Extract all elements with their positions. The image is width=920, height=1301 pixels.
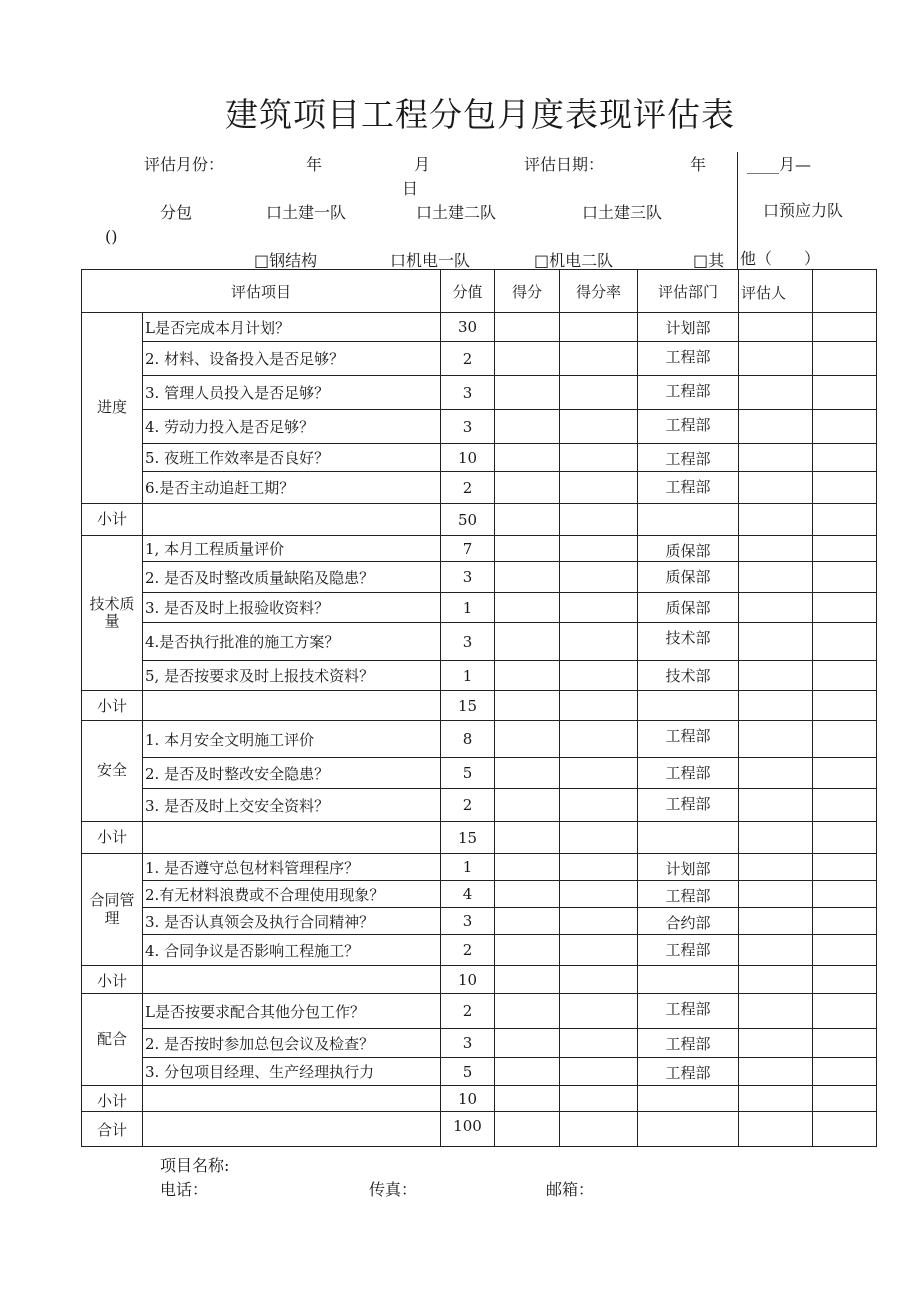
evaluator-cell[interactable] xyxy=(739,721,813,758)
item-label: 2. 材料、设备投入是否足够？ xyxy=(143,342,441,376)
email-label: 邮箱： xyxy=(546,1180,595,1199)
subtotal-dept xyxy=(638,966,739,994)
extra-cell[interactable] xyxy=(813,935,877,966)
score-rate-cell[interactable] xyxy=(560,935,638,966)
header-divider xyxy=(737,152,738,270)
item-dept: 工程部 xyxy=(638,410,739,444)
team-label: 分包 xyxy=(160,203,193,222)
subtotal-earned[interactable] xyxy=(495,1086,560,1112)
total-evaluator[interactable] xyxy=(739,1112,813,1147)
table-row xyxy=(82,562,877,593)
subtotal-earned[interactable] xyxy=(495,504,560,536)
evaluator-cell[interactable] xyxy=(739,593,813,623)
item-dept: 工程部 xyxy=(638,881,739,908)
table-row xyxy=(82,881,877,908)
item-score: 2 xyxy=(441,994,495,1029)
evaluator-cell[interactable] xyxy=(739,313,813,342)
evaluator-cell[interactable] xyxy=(739,1029,813,1058)
score-rate-cell[interactable] xyxy=(560,444,638,472)
subtotal-extra[interactable] xyxy=(813,504,877,536)
evaluation-table xyxy=(81,269,877,1147)
total-extra[interactable] xyxy=(813,1112,877,1147)
evaluator-cell[interactable] xyxy=(739,994,813,1029)
earned-score-cell[interactable] xyxy=(495,994,560,1029)
item-dept: 工程部 xyxy=(638,342,739,376)
item-label: L是否完成本月计划？ xyxy=(143,313,441,342)
item-score: 3 xyxy=(441,562,495,593)
subtotal-earned[interactable] xyxy=(495,822,560,854)
item-dept: 工程部 xyxy=(638,758,739,789)
subtotal-rate[interactable] xyxy=(560,504,638,536)
item-dept: 工程部 xyxy=(638,472,739,504)
team-checkbox-8[interactable]: □其 xyxy=(693,251,725,270)
table-row xyxy=(82,313,877,342)
item-label: 2. 是否及时整改安全隐患？ xyxy=(143,758,441,789)
earned-score-cell[interactable] xyxy=(495,789,560,822)
item-label: 4.是否执行批准的施工方案？ xyxy=(143,623,441,661)
evaluator-cell[interactable] xyxy=(739,562,813,593)
year-char: 年 xyxy=(306,155,323,174)
table-row xyxy=(82,789,877,822)
subtotal-score: 50 xyxy=(441,504,495,536)
item-score: 5 xyxy=(441,1058,495,1086)
evaluator-cell[interactable] xyxy=(739,342,813,376)
subtotal-extra[interactable] xyxy=(813,966,877,994)
team-checkbox-2[interactable]: 口土建二队 xyxy=(416,203,497,222)
total-score: 100 xyxy=(441,1112,495,1147)
subtotal-score: 15 xyxy=(441,691,495,721)
subtotal-dept xyxy=(638,822,739,854)
project-name-label: 项目名称: xyxy=(160,1156,230,1175)
item-dept: 质保部 xyxy=(638,562,739,593)
score-rate-cell[interactable] xyxy=(560,721,638,758)
table-row xyxy=(82,854,877,881)
score-rate-cell[interactable] xyxy=(560,881,638,908)
earned-score-cell[interactable] xyxy=(495,376,560,410)
subtotal-label: 小计 xyxy=(82,504,143,536)
score-rate-cell[interactable] xyxy=(560,410,638,444)
table-header-row xyxy=(82,270,877,313)
item-score: 1 xyxy=(441,661,495,691)
extra-cell[interactable] xyxy=(813,562,877,593)
earned-score-cell[interactable] xyxy=(495,908,560,935)
evaluator-cell[interactable] xyxy=(739,854,813,881)
item-score: 8 xyxy=(441,721,495,758)
score-rate-cell[interactable] xyxy=(560,562,638,593)
extra-cell[interactable] xyxy=(813,536,877,562)
subtotal-label: 小计 xyxy=(82,1086,143,1112)
subtotal-blank xyxy=(143,822,441,854)
evaluator-cell[interactable] xyxy=(739,1058,813,1086)
category-cell: 合同管理 xyxy=(82,854,143,966)
subtotal-row xyxy=(82,504,877,536)
subtotal-row xyxy=(82,822,877,854)
subtotal-rate[interactable] xyxy=(560,1086,638,1112)
score-rate-cell[interactable] xyxy=(560,376,638,410)
subtotal-blank xyxy=(143,966,441,994)
item-score: 7 xyxy=(441,536,495,562)
earned-score-cell[interactable] xyxy=(495,562,560,593)
subtotal-evaluator[interactable] xyxy=(739,1086,813,1112)
extra-cell[interactable] xyxy=(813,472,877,504)
category-cell: 技术质量 xyxy=(82,536,143,691)
table-row xyxy=(82,935,877,966)
total-earned[interactable] xyxy=(495,1112,560,1147)
subtotal-dept xyxy=(638,504,739,536)
item-score: 2 xyxy=(441,472,495,504)
subtotal-label: 小计 xyxy=(82,822,143,854)
item-dept: 工程部 xyxy=(638,994,739,1029)
earned-score-cell[interactable] xyxy=(495,1058,560,1086)
subtotal-blank xyxy=(143,1086,441,1112)
score-rate-cell[interactable] xyxy=(560,342,638,376)
subtotal-score: 10 xyxy=(441,1086,495,1112)
subtotal-evaluator[interactable] xyxy=(739,966,813,994)
item-score: 30 xyxy=(441,313,495,342)
subtotal-evaluator[interactable] xyxy=(739,504,813,536)
item-score: 10 xyxy=(441,444,495,472)
table-row xyxy=(82,536,877,562)
earned-score-cell[interactable] xyxy=(495,721,560,758)
evaluator-cell[interactable] xyxy=(739,758,813,789)
score-rate-cell[interactable] xyxy=(560,472,638,504)
extra-cell[interactable] xyxy=(813,661,877,691)
item-dept: 合约部 xyxy=(638,908,739,935)
evaluator-cell[interactable] xyxy=(739,908,813,935)
earned-score-cell[interactable] xyxy=(495,935,560,966)
item-dept: 技术部 xyxy=(638,623,739,661)
earned-score-cell[interactable] xyxy=(495,410,560,444)
extra-cell[interactable] xyxy=(813,994,877,1029)
extra-cell[interactable] xyxy=(813,1029,877,1058)
item-label: 1. 是否遵守总包材料管理程序？ xyxy=(143,854,441,881)
score-rate-cell[interactable] xyxy=(560,536,638,562)
subtotal-label: 小计 xyxy=(82,966,143,994)
subtotal-row xyxy=(82,966,877,994)
subtotal-score: 10 xyxy=(441,966,495,994)
earned-score-cell[interactable] xyxy=(495,342,560,376)
subtotal-blank xyxy=(143,691,441,721)
item-dept: 计划部 xyxy=(638,313,739,342)
eval-date-label: 评估日期： xyxy=(524,155,605,174)
col-header-dept: 评估部门 xyxy=(638,270,739,313)
subtotal-dept xyxy=(638,691,739,721)
item-label: 1, 本月工程质量评价 xyxy=(143,536,441,562)
item-dept: 计划部 xyxy=(638,854,739,881)
table-row xyxy=(82,593,877,623)
item-label: 5. 夜班工作效率是否良好？ xyxy=(143,444,441,472)
item-dept: 工程部 xyxy=(638,935,739,966)
score-rate-cell[interactable] xyxy=(560,994,638,1029)
earned-score-cell[interactable] xyxy=(495,623,560,661)
other-team-field[interactable]: 他（ ） xyxy=(740,249,821,268)
subtotal-rate[interactable] xyxy=(560,966,638,994)
subtotal-blank xyxy=(143,504,441,536)
subtotal-earned[interactable] xyxy=(495,966,560,994)
extra-cell[interactable] xyxy=(813,758,877,789)
earned-score-cell[interactable] xyxy=(495,472,560,504)
item-score: 3 xyxy=(441,908,495,935)
team-paren: () xyxy=(105,227,118,246)
earned-score-cell[interactable] xyxy=(495,661,560,691)
col-header-earned: 得分 xyxy=(495,270,560,313)
item-label: 2. 是否按时参加总包会议及检查？ xyxy=(143,1029,441,1058)
table-row xyxy=(82,376,877,410)
table-row xyxy=(82,721,877,758)
total-dept xyxy=(638,1112,739,1147)
total-label: 合计 xyxy=(82,1112,143,1147)
team-checkbox-7[interactable]: □机电二队 xyxy=(534,251,614,270)
evaluator-cell[interactable] xyxy=(739,410,813,444)
table-row xyxy=(82,1029,877,1058)
item-label: L是否按要求配合其他分包工作？ xyxy=(143,994,441,1029)
team-checkbox-6[interactable]: 口机电一队 xyxy=(390,251,471,270)
item-label: 6.是否主动追赶工期？ xyxy=(143,472,441,504)
evaluator-cell[interactable] xyxy=(739,536,813,562)
extra-cell[interactable] xyxy=(813,908,877,935)
earned-score-cell[interactable] xyxy=(495,881,560,908)
subtotal-extra[interactable] xyxy=(813,1086,877,1112)
extra-cell[interactable] xyxy=(813,881,877,908)
item-label: 1. 本月安全文明施工评价 xyxy=(143,721,441,758)
item-score: 1 xyxy=(441,593,495,623)
extra-cell[interactable] xyxy=(813,721,877,758)
item-dept: 质保部 xyxy=(638,536,739,562)
item-score: 3 xyxy=(441,376,495,410)
evaluator-cell[interactable] xyxy=(739,623,813,661)
subtotal-score: 15 xyxy=(441,822,495,854)
earned-score-cell[interactable] xyxy=(495,854,560,881)
earned-score-cell[interactable] xyxy=(495,536,560,562)
item-score: 1 xyxy=(441,854,495,881)
extra-cell[interactable] xyxy=(813,623,877,661)
table-row xyxy=(82,623,877,661)
extra-cell[interactable] xyxy=(813,1058,877,1086)
total-rate[interactable] xyxy=(560,1112,638,1147)
item-score: 4 xyxy=(441,881,495,908)
extra-cell[interactable] xyxy=(813,410,877,444)
form-title: 建筑项目工程分包月度表现评估表 xyxy=(225,95,735,134)
subtotal-rate[interactable] xyxy=(560,822,638,854)
subtotal-evaluator[interactable] xyxy=(739,822,813,854)
table-body xyxy=(82,270,877,1147)
extra-cell[interactable] xyxy=(813,854,877,881)
total-blank xyxy=(143,1112,441,1147)
table-row xyxy=(82,994,877,1029)
item-dept: 工程部 xyxy=(638,444,739,472)
extra-cell[interactable] xyxy=(813,313,877,342)
item-dept: 工程部 xyxy=(638,1029,739,1058)
team-checkbox-5[interactable]: □钢结构 xyxy=(254,251,318,270)
subtotal-earned[interactable] xyxy=(495,691,560,721)
evaluator-cell[interactable] xyxy=(739,472,813,504)
item-label: 5, 是否按要求及时上报技术资料？ xyxy=(143,661,441,691)
subtotal-row xyxy=(82,691,877,721)
score-rate-cell[interactable] xyxy=(560,1029,638,1058)
subtotal-rate[interactable] xyxy=(560,691,638,721)
table-row xyxy=(82,444,877,472)
item-label: 2.有无材料浪费或不合理使用现象？ xyxy=(143,881,441,908)
team-checkbox-4[interactable]: 口预应力队 xyxy=(763,201,844,220)
score-rate-cell[interactable] xyxy=(560,313,638,342)
total-row xyxy=(82,1112,877,1147)
item-label: 2. 是否及时整改质量缺陷及隐患？ xyxy=(143,562,441,593)
extra-cell[interactable] xyxy=(813,444,877,472)
earned-score-cell[interactable] xyxy=(495,1029,560,1058)
subtotal-row xyxy=(82,1086,877,1112)
evaluator-cell[interactable] xyxy=(739,444,813,472)
col-header-score: 分值 xyxy=(441,270,495,313)
table-row xyxy=(82,908,877,935)
score-rate-cell[interactable] xyxy=(560,661,638,691)
category-cell: 安全 xyxy=(82,721,143,822)
score-rate-cell[interactable] xyxy=(560,789,638,822)
fax-label: 传真： xyxy=(369,1180,418,1199)
item-score: 2 xyxy=(441,342,495,376)
item-score: 3 xyxy=(441,1029,495,1058)
score-rate-cell[interactable] xyxy=(560,854,638,881)
table-row xyxy=(82,758,877,789)
earned-score-cell[interactable] xyxy=(495,593,560,623)
col-header-extra xyxy=(813,270,877,313)
date-month-char: ____月— xyxy=(747,155,812,174)
earned-score-cell[interactable] xyxy=(495,313,560,342)
table-row xyxy=(82,1058,877,1086)
item-dept: 工程部 xyxy=(638,721,739,758)
table-row xyxy=(82,410,877,444)
item-score: 3 xyxy=(441,410,495,444)
extra-cell[interactable] xyxy=(813,376,877,410)
evaluator-cell[interactable] xyxy=(739,789,813,822)
item-score: 2 xyxy=(441,935,495,966)
item-score: 5 xyxy=(441,758,495,789)
team-checkbox-1[interactable]: 口土建一队 xyxy=(266,203,347,222)
extra-cell[interactable] xyxy=(813,789,877,822)
item-label: 4. 合同争议是否影响工程施工？ xyxy=(143,935,441,966)
subtotal-dept xyxy=(638,1086,739,1112)
item-dept: 工程部 xyxy=(638,789,739,822)
score-rate-cell[interactable] xyxy=(560,758,638,789)
item-dept: 工程部 xyxy=(638,1058,739,1086)
table-row xyxy=(82,661,877,691)
item-label: 3. 管理人员投入是否足够？ xyxy=(143,376,441,410)
subtotal-label: 小计 xyxy=(82,691,143,721)
item-label: 3. 是否及时上报验收资料？ xyxy=(143,593,441,623)
item-dept: 工程部 xyxy=(638,376,739,410)
score-rate-cell[interactable] xyxy=(560,1058,638,1086)
earned-score-cell[interactable] xyxy=(495,758,560,789)
table-row xyxy=(82,472,877,504)
item-label: 3. 分包项目经理、生产经理执行力 xyxy=(143,1058,441,1086)
score-rate-cell[interactable] xyxy=(560,593,638,623)
item-score: 3 xyxy=(441,623,495,661)
table-row xyxy=(82,342,877,376)
evaluator-cell[interactable] xyxy=(739,661,813,691)
item-score: 2 xyxy=(441,789,495,822)
category-cell: 进度 xyxy=(82,313,143,504)
col-header-evaluator: 评估人 xyxy=(739,270,813,313)
team-checkbox-3[interactable]: 口土建三队 xyxy=(582,203,663,222)
date-year-char: 年 xyxy=(690,155,707,174)
eval-month-label: 评估月份： xyxy=(144,155,225,174)
item-dept: 质保部 xyxy=(638,593,739,623)
score-rate-cell[interactable] xyxy=(560,623,638,661)
score-rate-cell[interactable] xyxy=(560,908,638,935)
month-char: 月 xyxy=(414,155,431,174)
extra-cell[interactable] xyxy=(813,342,877,376)
evaluator-cell[interactable] xyxy=(739,376,813,410)
category-cell: 配合 xyxy=(82,994,143,1086)
item-label: 3. 是否认真领会及执行合同精神？ xyxy=(143,908,441,935)
item-dept: 技术部 xyxy=(638,661,739,691)
evaluator-cell[interactable] xyxy=(739,935,813,966)
day-char: 日 xyxy=(402,179,419,198)
subtotal-extra[interactable] xyxy=(813,691,877,721)
extra-cell[interactable] xyxy=(813,593,877,623)
phone-label: 电话： xyxy=(160,1180,209,1199)
earned-score-cell[interactable] xyxy=(495,444,560,472)
subtotal-extra[interactable] xyxy=(813,822,877,854)
col-header-item: 评估项目 xyxy=(82,270,441,313)
subtotal-evaluator[interactable] xyxy=(739,691,813,721)
col-header-rate: 得分率 xyxy=(560,270,638,313)
item-label: 4. 劳动力投入是否足够？ xyxy=(143,410,441,444)
item-label: 3. 是否及时上交安全资料？ xyxy=(143,789,441,822)
evaluator-cell[interactable] xyxy=(739,881,813,908)
